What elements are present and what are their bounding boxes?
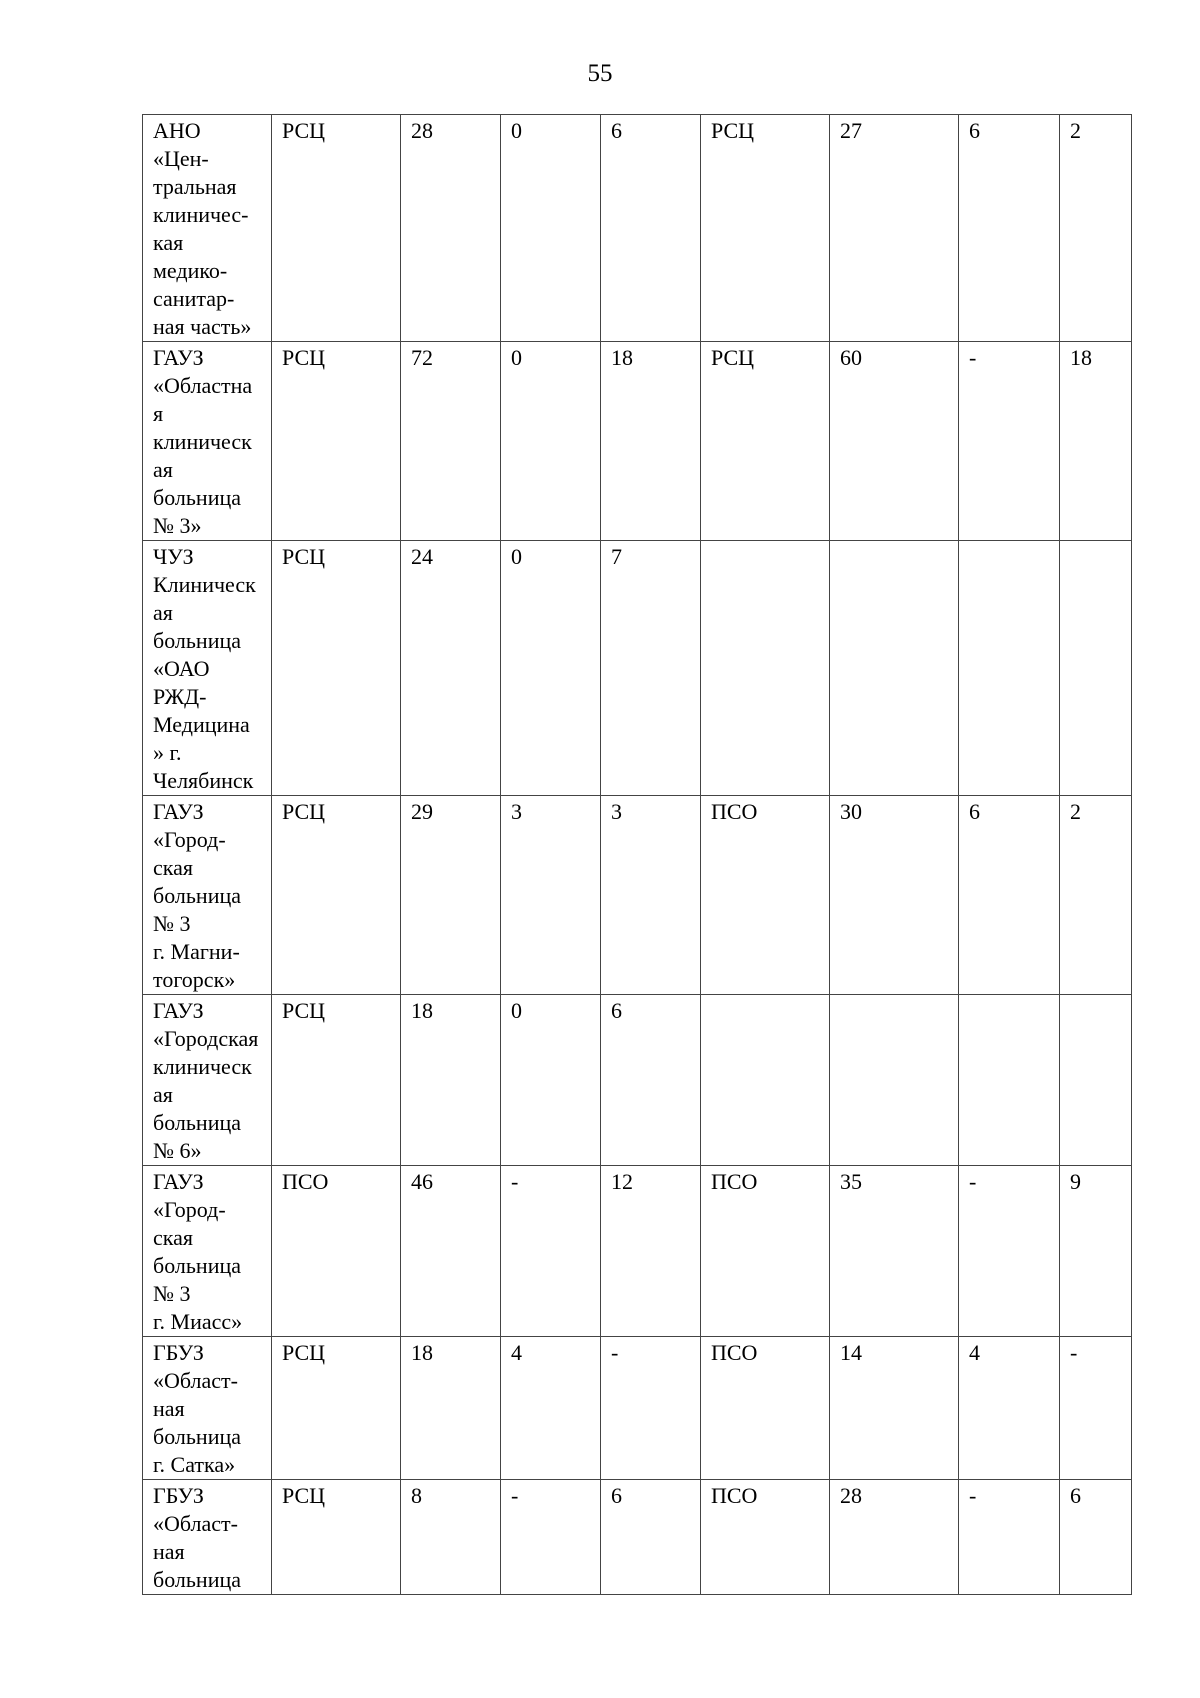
hospital-table xyxy=(142,114,1132,1595)
value-cell: 60 xyxy=(830,342,959,541)
value-cell xyxy=(830,541,959,796)
value-cell: 18 xyxy=(601,342,701,541)
value-cell xyxy=(830,995,959,1166)
table-row xyxy=(143,1166,1132,1337)
institution-name: ГБУЗ «Област- ная больница г. Сатка» xyxy=(143,1337,272,1480)
page-number: 55 xyxy=(587,60,613,87)
center-type-cell: РСЦ xyxy=(272,115,401,342)
value-cell xyxy=(959,995,1060,1166)
value-cell: 0 xyxy=(501,342,601,541)
value-cell: 24 xyxy=(401,541,501,796)
center-type-cell: ПСО xyxy=(272,1166,401,1337)
value-cell: 14 xyxy=(830,1337,959,1480)
value-cell: 28 xyxy=(830,1480,959,1595)
value-cell: 6 xyxy=(1060,1480,1132,1595)
institution-name: ГАУЗ «Городская клиническ ая больница № 6» xyxy=(143,995,272,1166)
center-type-cell: РСЦ xyxy=(272,1337,401,1480)
table-row xyxy=(143,115,1132,342)
value-cell xyxy=(1060,995,1132,1166)
value-cell: 2 xyxy=(1060,115,1132,342)
institution-name: ЧУЗ Клиническ ая больница «ОАО РЖД- Медицина » г. Челябинск xyxy=(143,541,272,796)
value-cell: - xyxy=(501,1480,601,1595)
table-row xyxy=(143,796,1132,995)
value-cell xyxy=(959,541,1060,796)
value-cell: 4 xyxy=(501,1337,601,1480)
value-cell: 3 xyxy=(501,796,601,995)
value-cell: - xyxy=(959,1480,1060,1595)
value-cell: 18 xyxy=(1060,342,1132,541)
center-type-cell: ПСО xyxy=(701,796,830,995)
institution-name: ГАУЗ «Город- ская больница № 3 г. Магни- тогорск» xyxy=(143,796,272,995)
value-cell: 28 xyxy=(401,115,501,342)
value-cell: 6 xyxy=(959,796,1060,995)
value-cell: - xyxy=(501,1166,601,1337)
value-cell: 27 xyxy=(830,115,959,342)
value-cell: 29 xyxy=(401,796,501,995)
value-cell: - xyxy=(959,1166,1060,1337)
value-cell: 9 xyxy=(1060,1166,1132,1337)
value-cell: - xyxy=(959,342,1060,541)
table-row xyxy=(143,541,1132,796)
institution-name: ГБУЗ «Област- ная больница xyxy=(143,1480,272,1595)
institution-name: ГАУЗ «Областна я клиническ ая больница № 3» xyxy=(143,342,272,541)
center-type-cell: РСЦ xyxy=(272,541,401,796)
value-cell: 2 xyxy=(1060,796,1132,995)
center-type-cell: РСЦ xyxy=(272,342,401,541)
value-cell: - xyxy=(601,1337,701,1480)
value-cell: 4 xyxy=(959,1337,1060,1480)
value-cell: 6 xyxy=(601,995,701,1166)
table-row xyxy=(143,1337,1132,1480)
value-cell: 0 xyxy=(501,995,601,1166)
value-cell: 3 xyxy=(601,796,701,995)
table-row xyxy=(143,995,1132,1166)
table-row xyxy=(143,1480,1132,1595)
center-type-cell xyxy=(701,995,830,1166)
value-cell xyxy=(1060,541,1132,796)
center-type-cell: РСЦ xyxy=(701,115,830,342)
value-cell: 7 xyxy=(601,541,701,796)
center-type-cell xyxy=(701,541,830,796)
value-cell: 30 xyxy=(830,796,959,995)
value-cell: 18 xyxy=(401,1337,501,1480)
center-type-cell: РСЦ xyxy=(272,995,401,1166)
value-cell: 6 xyxy=(601,115,701,342)
table-row xyxy=(143,342,1132,541)
value-cell: 6 xyxy=(959,115,1060,342)
value-cell: 0 xyxy=(501,541,601,796)
institution-name: АНО «Цен- тральная клиничес- кая медико- санитар- ная часть» xyxy=(143,115,272,342)
value-cell: 12 xyxy=(601,1166,701,1337)
value-cell: 35 xyxy=(830,1166,959,1337)
institution-name: ГАУЗ «Город- ская больница № 3 г. Миасс» xyxy=(143,1166,272,1337)
value-cell: 72 xyxy=(401,342,501,541)
center-type-cell: РСЦ xyxy=(272,796,401,995)
value-cell: 46 xyxy=(401,1166,501,1337)
value-cell: 0 xyxy=(501,115,601,342)
center-type-cell: РСЦ xyxy=(272,1480,401,1595)
value-cell: 6 xyxy=(601,1480,701,1595)
center-type-cell: ПСО xyxy=(701,1337,830,1480)
center-type-cell: ПСО xyxy=(701,1480,830,1595)
center-type-cell: РСЦ xyxy=(701,342,830,541)
value-cell: 8 xyxy=(401,1480,501,1595)
value-cell: - xyxy=(1060,1337,1132,1480)
value-cell: 18 xyxy=(401,995,501,1166)
center-type-cell: ПСО xyxy=(701,1166,830,1337)
